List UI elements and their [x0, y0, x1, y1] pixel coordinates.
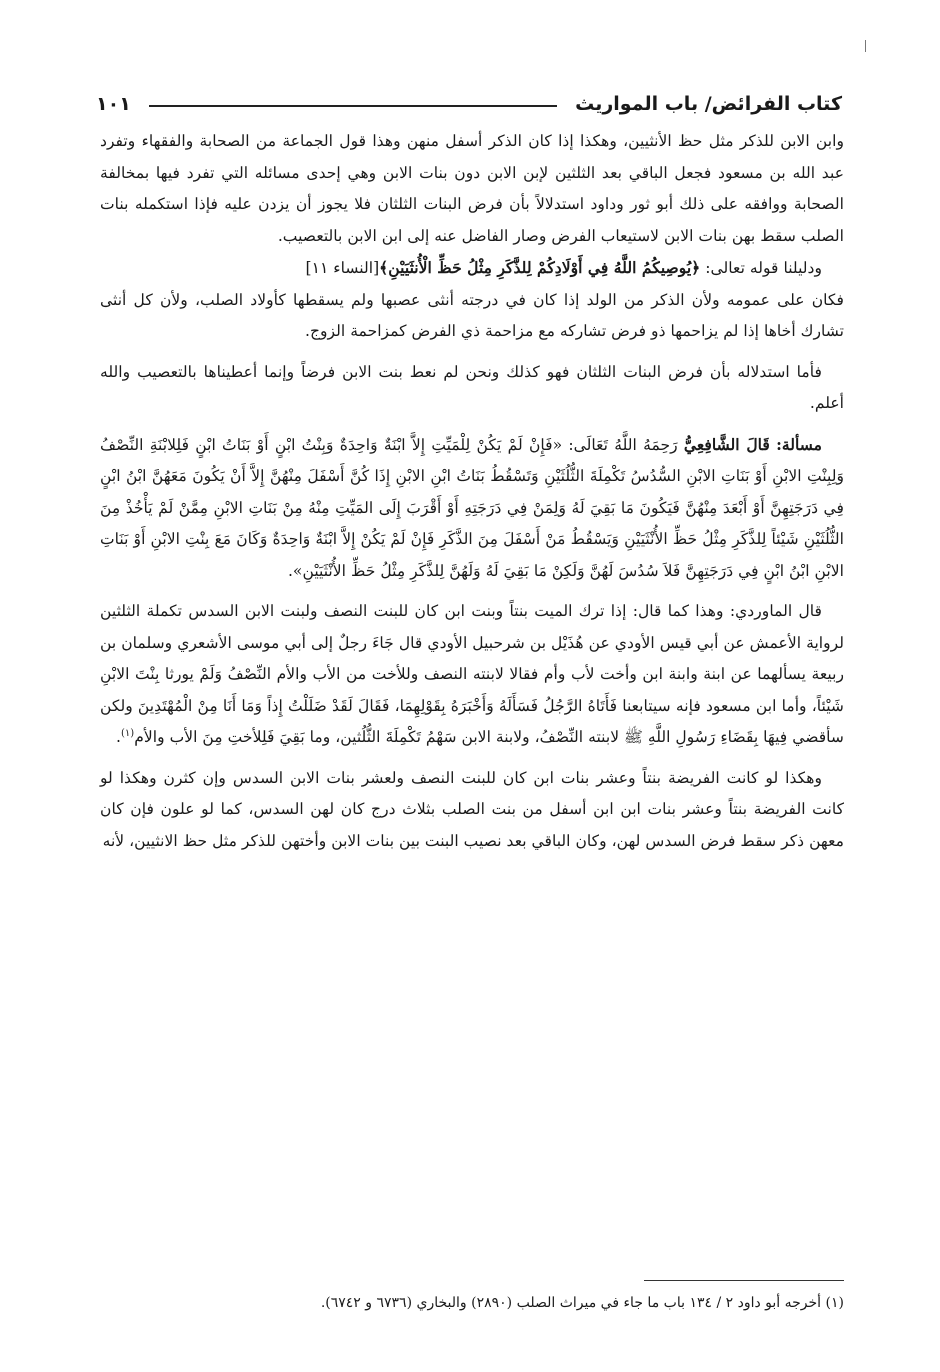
main-text — [100, 126, 844, 857]
page-number: ١٠١ — [96, 93, 131, 115]
header-rule — [149, 105, 557, 107]
footnote-rule — [644, 1280, 844, 1281]
paragraph-1: وابن الابن للذكر مثل حظ الأنثيين، وهكذا إذا كان الذكر أسفل منهن وهذا قول الجماعة من الصحابة والفقهاء وتفرد عبد الله بن مسعود فجعل الباقي بعد الثلثين لإبن الابن دون بنات الابن وهي إحدى مسائله التي تفرد فيها بمخالفة الصحابة ووافقه على ذلك أبو ثور وداود استدلالاً بأن فرض البنات الثلثان فلا يجوز أن يزدن عليه فإذا استكمله بنات الصلب سقط بهن بنات الابن لاستيعاب الفرض وصار الفاضل عنه إلى ابن الابن بالتعصيب. — [100, 132, 844, 245]
paragraph-3: فأما استدلاله بأن فرض البنات الثلثان فهو كذلك ونحن لم نعط بنت الابن فرضاً وإنما أعطيناها بالتعصيب والله أعلم. — [100, 362, 844, 412]
proof-lead: ودليلنا قوله تعالى: — [705, 259, 822, 277]
commentary-tail: . — [116, 728, 122, 746]
running-title: كتاب الفرائض/ باب المواريث — [575, 93, 842, 115]
masala-speaker: قَالَ الشَّافِعِيُّ — [683, 434, 770, 454]
page-header — [96, 80, 842, 120]
footnote: (١) أخرجه أبو داود ٢ / ١٣٤ باب ما جاء في ميراث الصلب (٢٨٩٠) والبخاري (٦٧٣٦ و ٦٧٤٢). — [320, 1295, 844, 1311]
commentary-paragraph — [100, 596, 844, 754]
masala-text: رَحِمَهُ اللَّهُ تَعَالَى: «فَإِنْ لَمْ يَكُنْ لِلْمَيِّتِ إِلاَّ ابْنَةٌ وَاحِدَةٌ وَبِنْتُ ابْنٍ أَوْ بَنَاتُ ابْنٍ فَلِلابْنَةِ النِّصْفُ وَلِبِنْتِ الابْنِ أَوْ بَنَاتِ الابْنِ السُّدُسُ تَكْمِلَةَ الثُّلُثَيْنِ وَتَسْقُطُ بَنَاتُ ابْنِ الابْنِ إِذَا كُنَّ أَسْفَلَ مِنْهُنَّ إِلاَّ أَنْ يَكُونَ مَعَهُنَّ ابْنُ ابْنٍ فِي دَرَجَتِهِنَّ أَوْ أَبْعَدَ مِنْهُنَّ فَيَكُونَ مَا بَقِيَ لَهُ وَلِمَنْ فِي دَرَجَتِهِ أَوْ أَقْرَبَ إِلَى المَيِّتِ مِنْهُ مِنْ بَنَاتِ الابْنِ مِمَّنْ لَمْ يَأْخُذْ مِنَ الثُّلُثَيْنِ شَيْئاً لِلذَّكَرِ مِثْلُ حَظِّ الأُنْثَيَيْنِ وَيَسْقُطُ مَنْ أَسْفَلَ مِنَ الذَّكَرِ فَإِنْ لَمْ يَكُنْ إِلاَّ ابْنَةٌ وَاحِدَةٌ وَكَانَ مَعَ بِنْتِ الابْنِ أَوْ بَنَاتِ الابْنِ ابْنُ ابْنٍ فِي دَرَجَتِهِنَّ فَلاَ سُدُسَ لَهُنَّ وَلَكِنْ مَا بَقِيَ لَهُ وَلَهُنَّ لِلذَّكَرِ مِثْلُ حَظِّ الأُنْثَيَيْنِ». — [100, 435, 844, 580]
masala-label: مسألة: — [776, 434, 822, 454]
proof-line — [100, 252, 844, 285]
paragraph-6: وهكذا لو كانت الفريضة بنتاً وعشر بنات ابن كان للبنت النصف ولعشر بنات الابن السدس وإن كثرن وهكذا لو كانت الفريضة بنتاً وعشر بنات ابن ابن أسفل من بنت الصلب بثلاث درج كان لهن السدس، كما لو علون فإن كان معهن ذكر سقط فرض السدس لهن، وكان الباقي بعد نصيب البنت بين بنات الابن وأختهن للذكر مثل حظ الانثيين، لأنه — [100, 768, 844, 850]
footnote-reference: (١) — [121, 727, 135, 739]
quran-verse: ﴿يُوصِيكُمُ اللَّهُ فِي أَوْلَادِكُمْ لِلذَّكَرِ مِثْلُ حَظِّ الْأُنثَيَيْنِ﴾ — [379, 258, 701, 277]
paragraph-2: فكان على عمومه ولأن الذكر من الولد إذا كان في درجته أنثى عصبها ولم يسقطها كأولاد الصلب، ولأن كل أنثى تشارك أخاها إذا لم يزاحمها ذو فرض تشاركه مع مزاحمة ذي الفرض كمزاحمة الزوج. — [100, 290, 844, 340]
scan-corner-mark — [865, 40, 866, 52]
commentary-text: قال الماوردي: وهذا كما قال: إذا ترك الميت بنتاً وبنت ابن كان للبنت النصف ولبنت الابن السدس تكملة الثلثين لرواية الأعمش عن أبي قيس الأودي عن هُذَيْل بن شرحبيل الأودي قال جَاءَ رجلٌ إلى أبي موسى الأشعري وسلمان بن ربيعة يسألهما عن ابنة وابنة ابن وأخت لأب وأم فقالا لابنته النصف وللأخت من الأب والأم النِّصْفُ وَلَمْ يورثا بِنْتَ الابْنِ شَيْئاً، وأما ابن مسعود فإنه سيتابعنا فَأَتَاهُ الرَّجُلُ فَسَأَلَهُ وَأَخْبَرَهُ بِقَوْلِهِمَا، فَقَالَ لَقَدْ ضَلَلْتُ إِذاً وَمَا أَنَا مِنْ الْمُهْتَدِينَ ولكن سأقضي فِيهَا بِقَضَاءِ رَسُولِ اللَّهِ ﷺ لابنته النِّصْفُ، ولابنة الابن سَهْمُ تَكْمِلَةَ الثُّلُثين، وما بَقِيَ فَلِلأختِ مِنَ الأب والأم — [100, 602, 844, 746]
masala-paragraph — [100, 429, 844, 588]
verse-citation: [النساء ١١] — [305, 259, 380, 277]
